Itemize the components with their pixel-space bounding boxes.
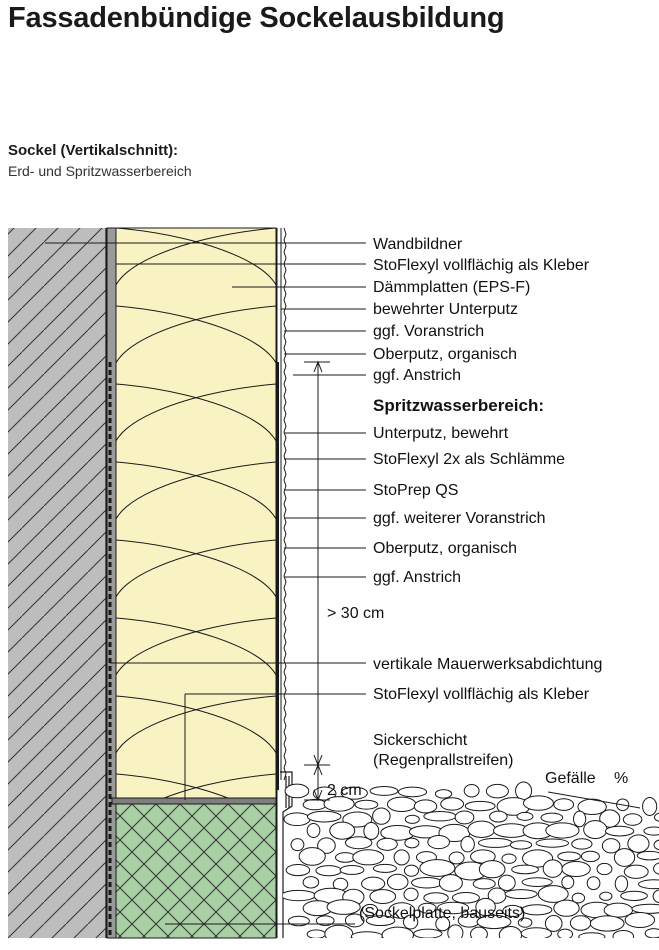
gravel-stone [316, 866, 342, 876]
gravel-stone [654, 840, 659, 850]
label-splash-slurry: StoFlexyl 2x als Schlämme [373, 451, 566, 468]
gravel-stone [307, 824, 320, 838]
label-splash-finish: Oberputz, organisch [373, 540, 518, 557]
gravel-stone [353, 850, 384, 865]
gravel-stone [284, 813, 310, 826]
gravel-stone [327, 900, 360, 915]
gravel-stone [490, 811, 508, 822]
gravel-stone [554, 900, 579, 916]
gravel-stone [639, 880, 659, 889]
gravel-stone [303, 799, 326, 809]
gravel-stone [355, 800, 378, 809]
gravel-stone [412, 877, 443, 888]
gravel-stone [291, 839, 304, 851]
gravel-stone [653, 890, 659, 903]
gravel-stone [545, 916, 562, 932]
dimension-label-small: 2 cm [327, 782, 362, 799]
render-layers [277, 228, 286, 938]
gravel-stone [452, 893, 479, 903]
base-plate [116, 804, 276, 938]
gravel-stone [546, 823, 579, 838]
gravel-stone [654, 863, 659, 875]
gravel-stone [424, 893, 448, 903]
section-label: Sockel (Vertikalschnitt): [8, 142, 179, 159]
gravel-stone [512, 865, 539, 874]
page-title: Fassadenbündige Sockelausbildung [8, 2, 505, 34]
gravel-stone [351, 932, 382, 941]
gravel-stone [498, 875, 515, 890]
gravel-stone [645, 929, 659, 938]
gravel-stone [428, 836, 450, 849]
section-detail: Erd- und Spritzwasserbereich [8, 163, 192, 179]
gravel-stone [632, 904, 659, 913]
gravel-stone [471, 927, 488, 941]
gravel-stone [522, 878, 552, 887]
gravel-stone [404, 865, 418, 876]
gravel-stone [340, 865, 364, 874]
gravel-stone [382, 927, 413, 943]
gravel-stone [517, 812, 533, 820]
gravel-stone [637, 851, 659, 860]
insulation-curve [113, 150, 276, 228]
gravel-stone [628, 835, 649, 852]
gravel-stone [584, 821, 607, 839]
label-paint: ggf. Anstrich [373, 367, 462, 384]
gravel-stone [398, 787, 426, 797]
gravel-stone [478, 838, 512, 847]
gravel-stone [414, 929, 442, 938]
gravel-stone [424, 811, 456, 820]
gravel-stone [479, 861, 505, 878]
gravel-stone [414, 800, 437, 813]
insulation-curve [116, 150, 279, 228]
gravel-stone [441, 798, 464, 810]
gravel-stone [502, 854, 516, 863]
gravel-stone [523, 796, 553, 810]
gravel-stone [439, 875, 462, 892]
gravel-stone [285, 784, 309, 798]
gravel-stone [377, 838, 397, 850]
gravel-stone [362, 877, 385, 890]
gravel-stone [570, 916, 591, 931]
gravel-stone [543, 860, 562, 877]
gravel-stone [605, 826, 633, 836]
label-adhesive-lower: StoFlexyl vollflächig als Kleber [373, 686, 590, 703]
gravel-stone [448, 925, 463, 941]
label-drainage-1: Sickerschicht [373, 732, 468, 749]
gravel-stone [510, 841, 531, 849]
gravel-stone [387, 874, 408, 889]
gravel-stone [587, 877, 600, 890]
gravel-stone [574, 811, 586, 827]
gravel-stone [464, 785, 479, 797]
gravel-stone [499, 927, 521, 944]
gravel-stone [307, 930, 325, 939]
gravel-stone [562, 861, 590, 876]
gravel-stone [394, 850, 409, 865]
label-splash-stoprep: StoPrep QS [373, 482, 459, 499]
gravel-stone [404, 888, 418, 900]
gravel-stone [364, 823, 379, 840]
slope-label: Gefälle [545, 770, 596, 787]
gravel-stone [613, 930, 634, 942]
label-insulation: Dämmplatten (EPS-F) [373, 279, 531, 296]
gravel-stone [281, 890, 315, 900]
gravel-stone [581, 851, 599, 861]
base-profile [112, 798, 276, 804]
gravel-stone [370, 787, 398, 796]
gravel-stone [590, 916, 624, 931]
gravel-stone [558, 929, 573, 939]
gravel-stone [614, 849, 634, 867]
gravel-stone [562, 876, 574, 889]
gravel-stone [455, 811, 474, 824]
label-splash-basecoat: Unterputz, bewehrt [373, 425, 509, 442]
slope-unit: % [614, 770, 629, 787]
gravel-stone [330, 822, 355, 839]
gravel-stone [621, 891, 648, 900]
gravel-stone [373, 864, 396, 872]
gravel-stone [521, 928, 551, 940]
label-base-plate: (Sockelplatte, bauseits) [359, 905, 526, 922]
gravel-stone [536, 839, 568, 847]
gravel-stone [579, 933, 605, 941]
gravel-stone [303, 877, 319, 888]
gravel-stone [615, 876, 627, 892]
label-splash-paint: ggf. Anstrich [373, 569, 462, 586]
gravel-stone [600, 892, 612, 900]
label-reinforced-basecoat: bewehrter Unterputz [373, 301, 518, 318]
label-primer: ggf. Voranstrich [373, 323, 485, 340]
gravel-stone [325, 925, 353, 942]
gravel-stone [420, 860, 455, 877]
gravel-stone [387, 797, 415, 811]
gravel-stone [307, 811, 341, 822]
gravel-stone [299, 848, 325, 866]
gravel-stone [623, 814, 641, 826]
label-adhesive: StoFlexyl vollflächig als Kleber [373, 257, 590, 274]
label-waterproofing: vertikale Mauerwerksabdichtung [373, 656, 603, 673]
gravel-stone [473, 879, 495, 889]
gravel-stone [449, 852, 464, 864]
gravel-stone [654, 813, 659, 822]
masonry-wall [8, 228, 106, 938]
gravel-stone [465, 801, 495, 810]
gravel-stone [486, 784, 508, 798]
gravel-stone [644, 827, 659, 835]
gravel-stone [435, 790, 451, 799]
gravel-stone [373, 808, 391, 824]
gravel-stone [405, 838, 419, 848]
gravel-stone [505, 890, 537, 899]
label-drainage-2: (Regenprallstreifen) [373, 752, 514, 769]
dimension-label-main: > 30 cm [327, 605, 385, 622]
gravel-stone [624, 865, 648, 878]
gravel-stone [554, 799, 574, 811]
gravel-stone [468, 821, 495, 837]
gravel-stone [558, 852, 581, 861]
gravel-stone [405, 815, 419, 823]
label-finish-coat: Oberputz, organisch [373, 346, 518, 363]
gravel-stone [625, 912, 654, 927]
label-splash-primer: ggf. weiterer Voranstrich [373, 510, 546, 527]
gravel-stone [461, 837, 474, 852]
gravel-stone [345, 837, 371, 849]
gravel-stone [643, 798, 657, 816]
gravel-stone [572, 839, 592, 849]
gravel-stone [597, 863, 612, 874]
gravel-stone [522, 905, 552, 915]
gravel-stone [541, 813, 563, 822]
gravel-stone [370, 890, 396, 904]
dimension-30cm [304, 362, 330, 765]
gravel-stone [286, 865, 310, 876]
splash-zone-heading: Spritzwasserbereich: [373, 396, 545, 415]
label-wandbildner: Wandbildner [373, 236, 463, 253]
